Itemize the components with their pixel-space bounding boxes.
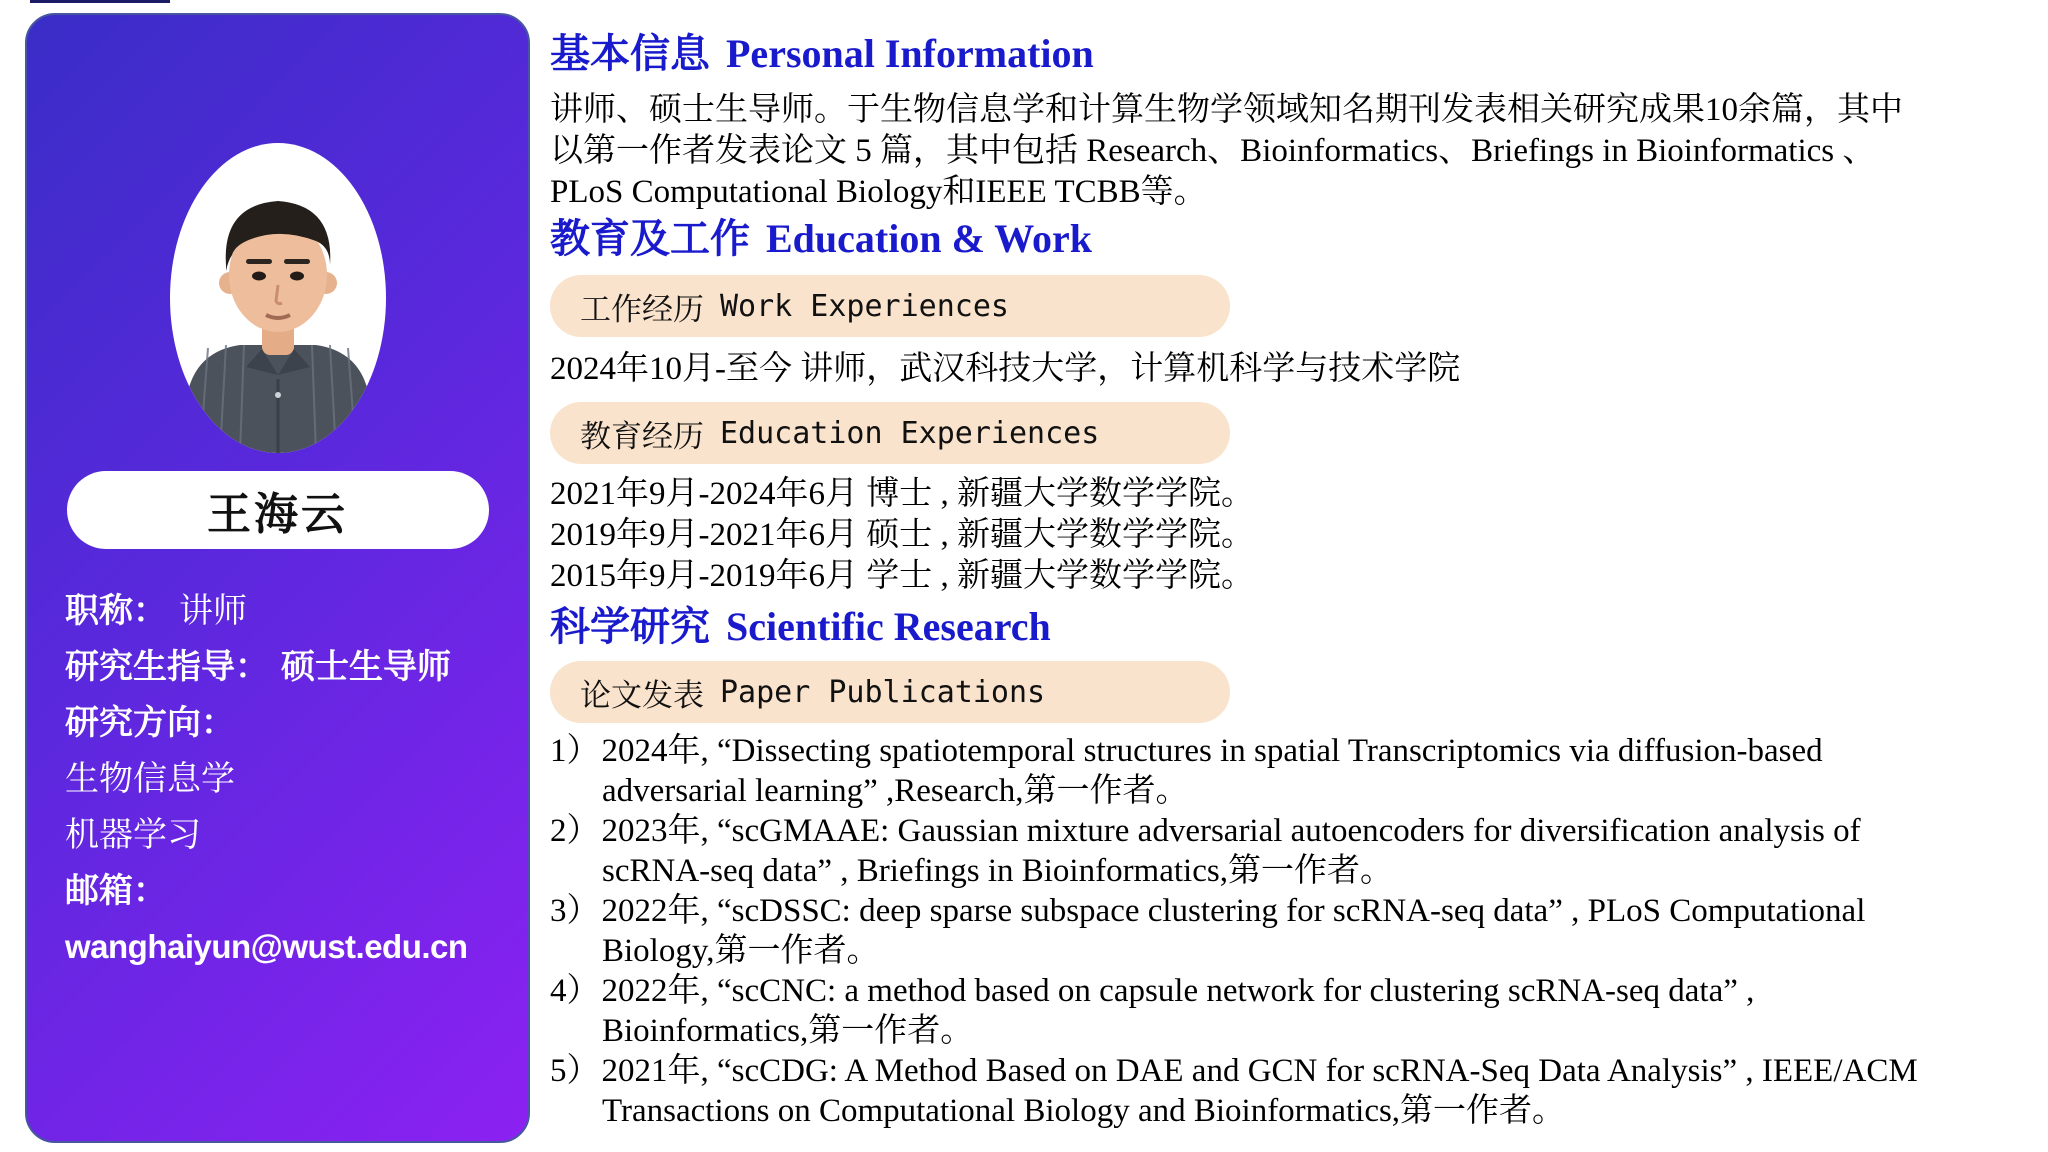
education-item: 2021年9月-2024年6月 博士 , 新疆大学数学学院。 (550, 476, 1254, 512)
info-line-email-address: wanghaiyun@wust.edu.cn (65, 928, 468, 965)
education-item: 2019年9月-2021年6月 硕士 , 新疆大学数学学院。 (550, 517, 1254, 553)
section-title-personal: 基本信息 Personal Information (550, 31, 1094, 76)
publication-text: 2024年, “Dissecting spatiotemporal structures in spatial Transcriptomics via diffusion-based (601, 733, 1823, 769)
publication-text: Bioinformatics,第一作者。 (602, 1013, 974, 1049)
publication-text: adversarial learning” ,Research,第一作者。 (602, 773, 1189, 809)
publication-text: scRNA-seq data” , Briefings in Bioinformatics,第一作者。 (602, 853, 1393, 889)
publication-item (550, 731, 2045, 811)
section-title-research: 科学研究 Scientific Research (550, 604, 1051, 649)
name-text: 王海云 (207, 490, 348, 539)
publication-item (550, 1051, 2045, 1131)
name-badge (67, 471, 489, 549)
section-title-education-work: 教育及工作 Education & Work (550, 216, 1092, 261)
personal-summary: 讲师、硕士生导师。于生物信息学和计算生物学领域知名期刊发表相关研究成果10余篇，其中 以第一作者发表论文 5 篇，其中包括 Research、Bioinformatics、Briefings in Bioinformatics 、 PLoS Computational Biology和IEEE TCBB等。 (550, 92, 1903, 210)
info-line-bioinformatics: 生物信息学 (65, 760, 235, 798)
work-item: 2024年10月-至今 讲师，武汉科技大学，计算机科学与技术学院 (550, 351, 1461, 387)
screen-edge-artifact (30, 0, 170, 3)
info-line-email-label: 邮箱： (65, 872, 167, 910)
publication-number: 5） (550, 1053, 600, 1089)
paper-publications-pill: 论文发表 Paper Publications (550, 661, 1230, 723)
publication-text: 2023年, “scGMAAE: Gaussian mixture adversarial autoencoders for diversification analysis of (601, 813, 1861, 849)
education-item: 2015年9月-2019年6月 学士 , 新疆大学数学学院。 (550, 558, 1254, 594)
profile-card (25, 13, 530, 1143)
work-experiences-pill: 工作经历 Work Experiences (550, 275, 1230, 337)
info-line-machine-learning: 机器学习 (65, 816, 201, 854)
publication-text: 2022年, “scDSSC: deep sparse subspace clustering for scRNA-seq data” , PLoS Computational (601, 893, 1866, 929)
publication-number: 1） (550, 733, 600, 769)
publication-text: 2021年, “scCDG: A Method Based on DAE and GCN for scRNA-Seq Data Analysis” , IEEE/ACM (601, 1053, 1918, 1089)
info-line-supervision: 研究生指导： 硕士生导师 (65, 648, 451, 686)
publication-item (550, 891, 2045, 971)
publication-number: 2） (550, 813, 600, 849)
info-line-title: 职称： 讲师 (65, 592, 247, 630)
publication-item (550, 811, 2045, 891)
education-experiences-pill: 教育经历 Education Experiences (550, 402, 1230, 464)
publication-number: 4） (550, 973, 600, 1009)
publication-text: 2022年, “scCNC: a method based on capsule network for clustering scRNA-seq data” , (601, 973, 1755, 1009)
profile-content (550, 0, 2045, 1131)
publication-number: 3） (550, 893, 600, 929)
publication-text: Transactions on Computational Biology and Bioinformatics,第一作者。 (602, 1093, 1566, 1129)
profile-photo (170, 143, 386, 453)
publication-item (550, 971, 2045, 1051)
publications-list (550, 731, 2045, 1131)
publication-text: Biology,第一作者。 (602, 933, 880, 969)
info-line-research-direction: 研究方向： (65, 704, 235, 742)
profile-info (65, 583, 528, 975)
education-list (550, 474, 2045, 597)
